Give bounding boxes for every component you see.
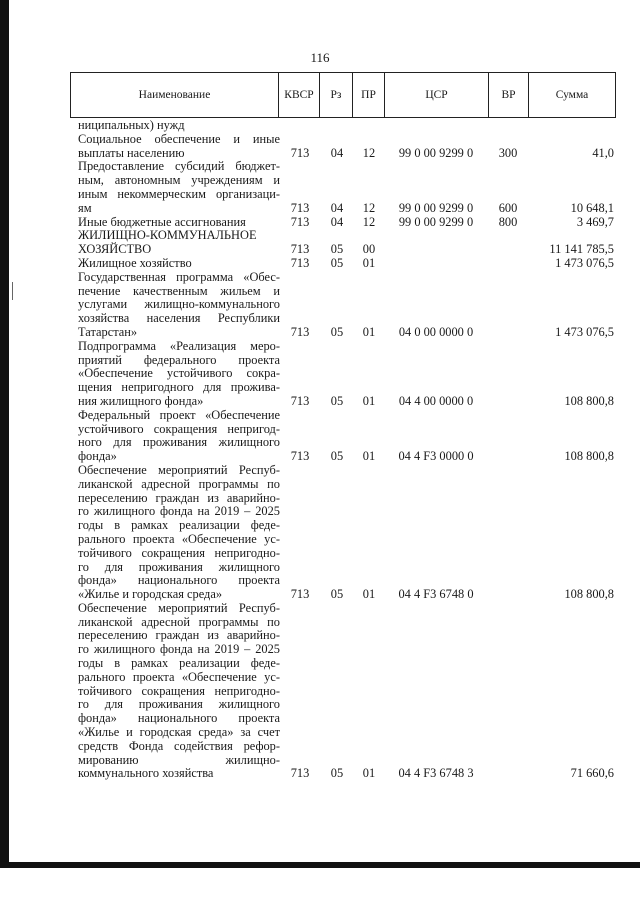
row-name-line: «Обеспечение устойчивого сокра- — [78, 366, 280, 381]
header-vr: ВР — [489, 73, 529, 117]
row-name-line: Обеспечение мероприятий Респуб- — [78, 462, 280, 477]
row-name-line: го для проживания жилищного — [78, 697, 280, 712]
cell-sum: 1 473 076,5 — [555, 324, 614, 339]
row-name-line: ХОЗЯЙСТВО — [78, 242, 152, 257]
table-row — [78, 602, 616, 781]
header-sum: Сумма — [555, 89, 589, 101]
cell-csr: 99 0 00 9299 0 — [398, 214, 474, 229]
row-name-line: устойчивого сокращения непригод- — [78, 421, 280, 436]
cell-sum: 1 473 076,5 — [555, 255, 614, 270]
row-name-line: ЖИЛИЩНО-КОММУНАЛЬНОЕ — [78, 228, 257, 243]
header-name: Наименование — [71, 73, 279, 117]
row-name-line: коммунального хозяйства — [78, 766, 214, 781]
row-name-line: Социальное обеспечение и иные — [78, 131, 280, 146]
cell-kvsr: 713 — [290, 766, 310, 781]
cell-sum: 71 660,6 — [570, 766, 614, 781]
row-name-line: хозяйства населения Республики — [78, 311, 280, 326]
cell-sum: 108 800,8 — [564, 587, 614, 602]
row-name — [78, 271, 280, 340]
cell-kvsr: 713 — [290, 214, 310, 229]
row-name — [78, 229, 280, 257]
row-name — [78, 340, 280, 409]
cell-sum: 10 648,1 — [570, 200, 614, 215]
cell-rz: 05 — [330, 255, 344, 270]
table-header — [70, 72, 616, 118]
cell-csr: 99 0 00 9299 0 — [398, 145, 474, 160]
cell-kvsr: 713 — [290, 242, 310, 257]
row-name-line: ликанской адресной программы по — [78, 476, 280, 491]
row-name-line: ным, автономным учреждениям и — [78, 173, 280, 188]
row-name-line: рального проекта «Обеспечение ус- — [78, 531, 280, 546]
row-name-line: рального проекта «Обеспечение ус- — [78, 669, 280, 684]
cell-rz: 05 — [330, 449, 344, 464]
row-name-line: ликанской адресной программы по — [78, 614, 280, 629]
row-name-line: переселению граждан из аварийно- — [78, 628, 280, 643]
cell-pr: 01 — [362, 766, 376, 781]
cell-rz: 04 — [330, 145, 344, 160]
table-row — [78, 229, 616, 257]
cell-pr: 12 — [362, 200, 376, 215]
row-name-line: услугами жилищно-коммунального — [78, 297, 280, 312]
row-name-line: Предоставление субсидий бюджет- — [78, 159, 280, 174]
row-name-line: ния жилищного фонда» — [78, 393, 204, 408]
cell-kvsr: 713 — [290, 449, 310, 464]
header-rz: Рз — [320, 73, 353, 117]
row-name-line: годы в рамках реализации феде- — [78, 518, 280, 533]
row-name-line: печение качественным жильем и — [78, 283, 280, 298]
cell-vr: 800 — [498, 214, 518, 229]
row-name-line: фонда» национального проекта — [78, 573, 280, 588]
header-csr: ЦСР — [385, 73, 489, 117]
cell-pr: 01 — [362, 393, 376, 408]
row-name — [78, 160, 280, 215]
cell-vr: 600 — [498, 200, 518, 215]
cell-kvsr: 713 — [290, 145, 310, 160]
table-row — [78, 464, 616, 602]
row-name-line: «Жилье и городская среда» за счет — [78, 725, 280, 740]
cell-pr: 01 — [362, 587, 376, 602]
row-name-line: «Жилье и городская среда» — [78, 587, 223, 602]
cell-rz: 05 — [330, 393, 344, 408]
cell-vr: 300 — [498, 145, 518, 160]
cell-sum: 108 800,8 — [564, 393, 614, 408]
row-name — [78, 133, 280, 161]
row-name-line: приятий федерального проекта — [78, 352, 280, 367]
row-name-line: фонда» национального проекта — [78, 711, 280, 726]
cell-kvsr: 713 — [290, 393, 310, 408]
row-name-line: иным некоммерческим организаци- — [78, 186, 280, 201]
cell-csr: 04 0 00 0000 0 — [398, 324, 474, 339]
cell-pr: 01 — [362, 255, 376, 270]
cell-pr: 01 — [362, 324, 376, 339]
row-name-line: Подпрограмма «Реализация меро- — [78, 338, 280, 353]
cell-sum: 108 800,8 — [564, 449, 614, 464]
row-name-line: тойчивого сокращения непригодно- — [78, 683, 280, 698]
row-name-line: Жилищное хозяйство — [78, 255, 192, 270]
row-name-line: ного для проживания жилищного — [78, 435, 280, 450]
table-row — [78, 160, 616, 215]
row-name-line: ям — [78, 200, 92, 215]
row-name-line: щения непригодного для прожива- — [78, 380, 280, 395]
row-name-line: Татарстан» — [78, 324, 138, 339]
cell-kvsr: 713 — [290, 587, 310, 602]
cell-csr: 04 4 00 0000 0 — [398, 393, 474, 408]
row-name-line: Иные бюджетные ассигнования — [78, 214, 246, 229]
row-name-line: фонда» — [78, 449, 117, 464]
row-name — [78, 464, 280, 602]
cell-pr: 12 — [362, 145, 376, 160]
row-name — [78, 119, 280, 133]
cell-kvsr: 713 — [290, 255, 310, 270]
cell-kvsr: 713 — [290, 324, 310, 339]
table-row — [78, 340, 616, 409]
cell-pr: 12 — [362, 214, 376, 229]
table-row — [78, 133, 616, 161]
cell-csr: 99 0 00 9299 0 — [398, 200, 474, 215]
row-name — [78, 602, 280, 781]
cell-pr: 00 — [362, 242, 376, 257]
cell-csr: 04 4 F3 6748 3 — [398, 766, 474, 781]
table-row — [78, 257, 616, 271]
scan-left-edge — [0, 0, 9, 868]
header-pr: ПР — [353, 73, 385, 117]
cell-kvsr: 713 — [290, 200, 310, 215]
cell-sum: 11 141 785,5 — [549, 242, 614, 257]
row-name-line: го жилищного фонда на 2019 – 2025 — [78, 642, 280, 657]
cell-csr: 04 4 F3 6748 0 — [398, 587, 474, 602]
table-row — [78, 216, 616, 230]
table-row — [78, 409, 616, 464]
row-name — [78, 257, 280, 271]
row-name-line: средств Фонда содействия рефор- — [78, 738, 280, 753]
row-name-line: мированию жилищно- — [78, 752, 280, 767]
cell-rz: 05 — [330, 766, 344, 781]
cell-rz: 05 — [330, 587, 344, 602]
row-name-line: Федеральный проект «Обеспечение — [78, 407, 280, 422]
cell-sum: 41,0 — [592, 145, 614, 160]
cell-pr: 01 — [362, 449, 376, 464]
row-name — [78, 216, 280, 230]
cell-rz: 05 — [330, 324, 344, 339]
row-name-line: Государственная программа «Обес- — [78, 269, 280, 284]
row-name-line: го жилищного фонда на 2019 – 2025 — [78, 504, 280, 519]
cell-rz: 05 — [330, 242, 344, 257]
row-name-line: годы в рамках реализации феде- — [78, 656, 280, 671]
table-body — [78, 119, 616, 781]
page-number: 116 — [310, 50, 330, 65]
scan-margin-mark — [12, 282, 13, 300]
row-name-line: Обеспечение мероприятий Респуб- — [78, 600, 280, 615]
row-name-line: го для проживания жилищного — [78, 559, 280, 574]
scan-bottom-edge — [0, 862, 640, 868]
row-name-line: переселению граждан из аварийно- — [78, 490, 280, 505]
cell-sum: 3 469,7 — [576, 214, 614, 229]
row-name-line: ниципальных) нужд — [78, 118, 185, 132]
row-name — [78, 409, 280, 464]
cell-csr: 04 4 F3 0000 0 — [398, 449, 474, 464]
cell-rz: 04 — [330, 200, 344, 215]
table-row — [78, 271, 616, 340]
table-row — [78, 119, 616, 133]
row-name-line: выплаты населению — [78, 145, 185, 160]
row-name-line: тойчивого сокращения непригодно- — [78, 545, 280, 560]
cell-rz: 04 — [330, 214, 344, 229]
header-kvsr: КВСР — [279, 73, 320, 117]
